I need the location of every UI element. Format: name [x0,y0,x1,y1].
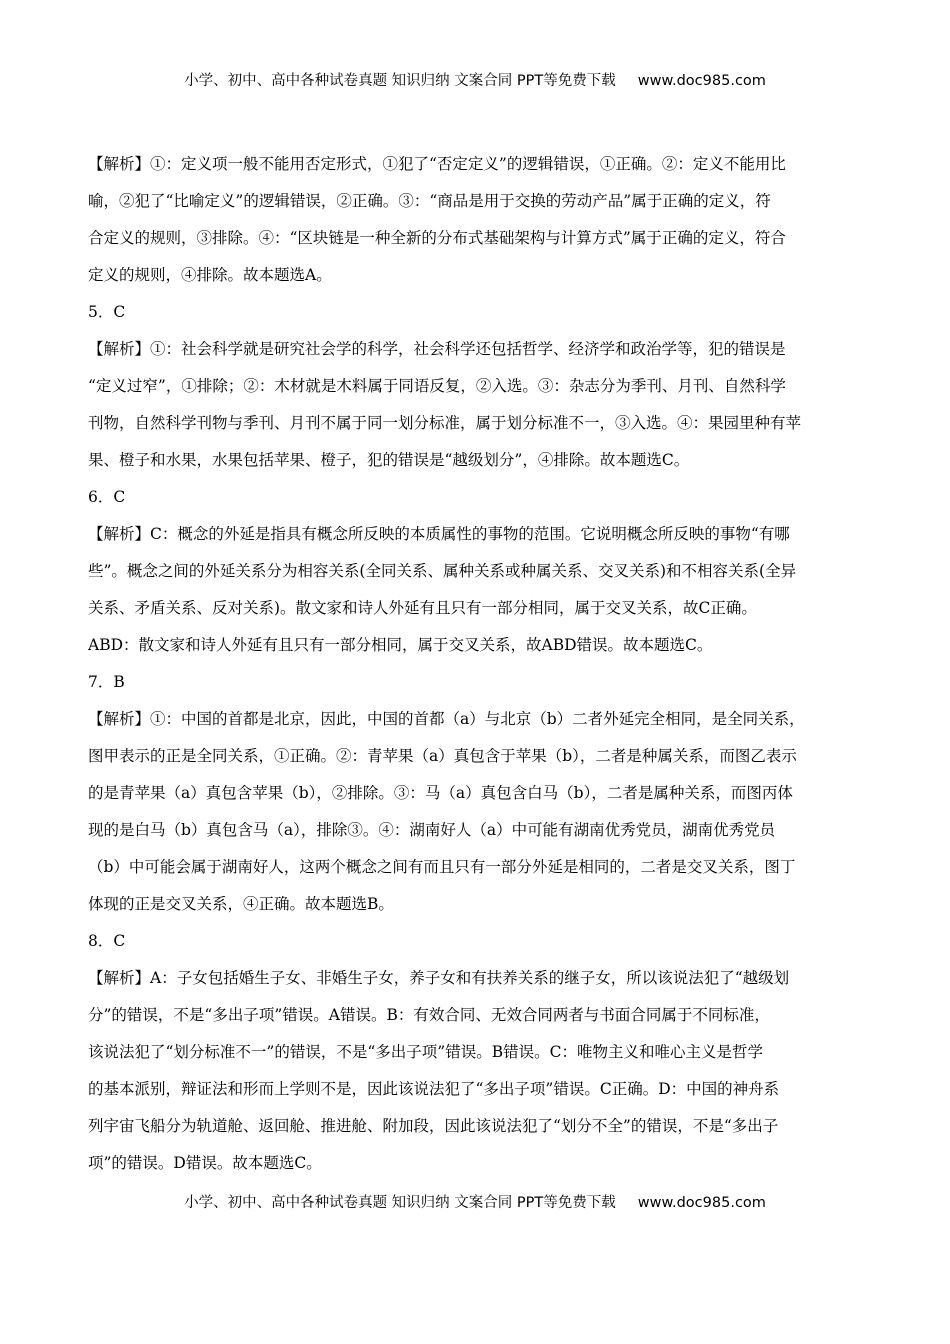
header-text: 小学、初中、高中各种试卷真题 知识归纳 文案合同 PPT等免费下载 [184,73,616,89]
document-body [88,146,862,1182]
header-url: www.doc985.com [637,73,766,89]
text-line: 定义的规则，④排除。故本题选A。 [88,266,332,284]
text-line: 喻，②犯了“比喻定义”的逻辑错误，②正确。③：“商品是用于交换的劳动产品”属于正确的定义，符 [88,192,771,210]
text-line: 项”的错误。D错误。故本题选C。 [88,1154,322,1172]
text-line: 果、橙子和水果，水果包括苹果、橙子，犯的错误是“越级划分”，④排除。故本题选C。 [88,451,690,469]
analysis-block-4 [88,146,862,294]
text-line: 【解析】①：中国的首都是北京，因此，中国的首都（a）与北京（b）二者外延完全相同，是全同关系， [88,710,805,728]
text-line: 体现的正是交叉关系，④正确。故本题选B。 [88,895,394,913]
footer-url: www.doc985.com [637,1195,766,1211]
answer-7: 7．B [88,673,125,691]
text-line: 的是青苹果（a）真包含苹果（b），②排除。③：马（a）真包含白马（b），二者是属种关系，而图丙体 [88,784,793,802]
text-line: 关系、矛盾关系、反对关系)。散文家和诗人外延有且只有一部分相同，属于交叉关系，故C正确。 [88,599,757,617]
text-line: 【解析】①：社会科学就是研究社会学的科学，社会科学还包括哲学、经济学和政治学等，犯的错误是 [88,340,786,358]
text-line: 现的是白马（b）真包含马（a），排除③。④：湖南好人（a）中可能有湖南优秀党员，湖南优秀党员 [88,821,776,839]
text-line: “定义过窄”，①排除；②：木材就是木料属于同语反复，②入选。③：杂志分为季刊、月刊、自然科学 [88,377,786,395]
text-line: 【解析】①：定义项一般不能用否定形式，①犯了“否定定义”的逻辑错误，①正确。②：定义不能用比 [88,155,786,173]
text-line: ABD：散文家和诗人外延有且只有一部分相同，属于交叉关系，故ABD错误。故本题选C。 [88,636,713,654]
text-line: 分”的错误，不是“多出子项”错误。A错误。B：有效合同、无效合同两者与书面合同属于不同标准， [88,1006,770,1024]
text-line: 合定义的规则，③排除。④：“区块链是一种全新的分布式基础架构与计算方式”属于正确的定义，符合 [88,229,786,247]
text-line: 【解析】C：概念的外延是指具有概念所反映的本质属性的事物的范围。它说明概念所反映的事物“有哪 [88,525,790,543]
text-line: （b）中可能会属于湖南好人，这两个概念之间有而且只有一部分外延是相同的，二者是交叉关系，图丁 [88,858,796,876]
analysis-block-6 [88,516,862,664]
answer-6: 6．C [88,488,126,506]
text-line: 刊物，自然科学刊物与季刊、月刊不属于同一划分标准，属于划分标准不一，③入选。④：果园里种有苹 [88,414,802,432]
text-line: 【解析】A：子女包括婚生子女、非婚生子女，养子女和有扶养关系的继子女，所以该说法犯了“越级划 [88,969,790,987]
text-line: 列宇宙飞船分为轨道舱、返回舱、推进舱、附加段，因此该说法犯了“划分不全”的错误，不是“多出子 [88,1117,779,1135]
text-line: 些”。概念之间的外延关系分为相容关系(全同关系、属种关系或种属关系、交叉关系)和不相容关系(全异 [88,562,797,580]
analysis-block-5 [88,331,862,479]
answer-5: 5．C [88,303,126,321]
footer-text: 小学、初中、高中各种试卷真题 知识归纳 文案合同 PPT等免费下载 [184,1195,616,1211]
analysis-block-8 [88,960,862,1182]
text-line: 图甲表示的正是全同关系，①正确。②：青苹果（a）真包含于苹果（b），二者是种属关系，而图乙表示 [88,747,797,765]
page-footer [0,1191,950,1212]
text-line: 该说法犯了“划分标准不一”的错误，不是“多出子项”错误。B错误。C：唯物主义和唯心主义是哲学 [88,1043,763,1061]
analysis-block-7 [88,701,862,923]
answer-8: 8．C [88,932,126,950]
page-header [0,69,950,90]
text-line: 的基本派别，辩证法和形而上学则不是，因此该说法犯了“多出子项”错误。C正确。D：中国的神舟系 [88,1080,780,1098]
